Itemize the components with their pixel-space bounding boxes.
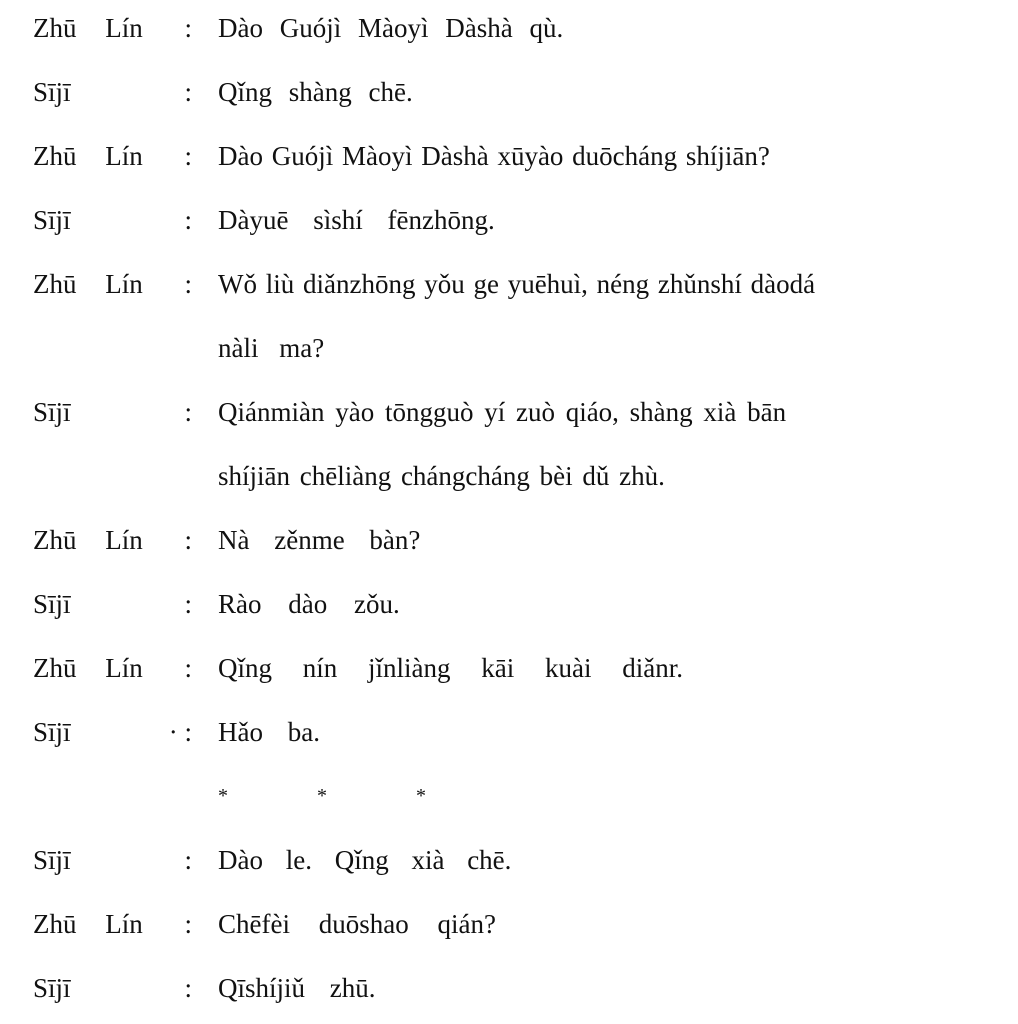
dialogue-text: Qǐng shàng chē. <box>218 77 413 107</box>
speaker-name: Zhū Lín <box>33 525 143 555</box>
colon-separator: · : <box>168 717 192 747</box>
speaker-name: Sījī <box>33 973 71 1003</box>
dialogue-line-continuation <box>0 328 1018 368</box>
colon-separator: : <box>184 525 192 555</box>
speaker-name: Sījī <box>33 845 71 875</box>
dialogue-text: Qīshíjiǔ zhū. <box>218 973 376 1003</box>
dialogue-line-continuation <box>0 456 1018 496</box>
dialogue-line <box>0 72 1018 112</box>
dialogue-text: Dào Guójì Màoyì Dàshà xūyào duōcháng shíjiān? <box>218 141 770 171</box>
colon-separator: : <box>184 397 192 427</box>
asterisk-divider: * * * <box>218 785 426 807</box>
colon-separator: : <box>184 13 192 43</box>
dialogue-line <box>0 968 1018 1008</box>
dialogue-text: Wǒ liù diǎnzhōng yǒu ge yuēhuì, néng zhǔnshí dàodá <box>218 269 816 299</box>
speaker-name: Sījī <box>33 205 71 235</box>
dialogue-line <box>0 840 1018 880</box>
colon-separator: : <box>184 909 192 939</box>
speaker-name: Zhū Lín <box>33 653 143 683</box>
dialogue-text: Rào dào zǒu. <box>218 589 400 619</box>
dialogue-line <box>0 8 1018 48</box>
dialogue-text: Dào le. Qǐng xià chē. <box>218 845 512 875</box>
speaker-name: Sījī <box>33 77 71 107</box>
dialogue-line <box>0 264 1018 304</box>
scene-break <box>0 776 1018 816</box>
speaker-name: Zhū Lín <box>33 269 143 299</box>
speaker-name: Zhū Lín <box>33 909 143 939</box>
dialogue-text: Dào Guójì Màoyì Dàshà qù. <box>218 13 564 43</box>
dialogue-line <box>0 136 1018 176</box>
dialogue-text: nàli ma? <box>218 333 325 363</box>
colon-separator: : <box>184 205 192 235</box>
speaker-name: Sījī <box>33 717 71 747</box>
dialogue-line <box>0 200 1018 240</box>
dialogue-text: Nà zěnme bàn? <box>218 525 421 555</box>
speaker-name: Sījī <box>33 589 71 619</box>
dialogue-line <box>0 584 1018 624</box>
dialogue-text: shíjiān chēliàng chángcháng bèi dǔ zhù. <box>218 461 665 491</box>
colon-separator: : <box>184 269 192 299</box>
dialogue-line <box>0 392 1018 432</box>
dialogue-text: Dàyuē sìshí fēnzhōng. <box>218 205 495 235</box>
dialogue-line <box>0 520 1018 560</box>
dialogue-line <box>0 904 1018 944</box>
dialogue-text: Qiánmiàn yào tōngguò yí zuò qiáo, shàng xià bān <box>218 397 787 427</box>
colon-separator: : <box>184 141 192 171</box>
colon-separator: : <box>184 653 192 683</box>
colon-separator: : <box>184 845 192 875</box>
speaker-name: Zhū Lín <box>33 13 143 43</box>
colon-separator: : <box>184 589 192 619</box>
dialogue-text: Hǎo ba. <box>218 717 320 747</box>
colon-separator: : <box>184 77 192 107</box>
dialogue-line <box>0 648 1018 688</box>
dialogue-text: Chēfèi duōshao qián? <box>218 909 496 939</box>
dialogue-text: Qǐng nín jǐnliàng kāi kuài diǎnr. <box>218 653 683 683</box>
speaker-name: Zhū Lín <box>33 141 143 171</box>
colon-separator: : <box>184 973 192 1003</box>
dialogue-line <box>0 712 1018 752</box>
speaker-name: Sījī <box>33 397 71 427</box>
